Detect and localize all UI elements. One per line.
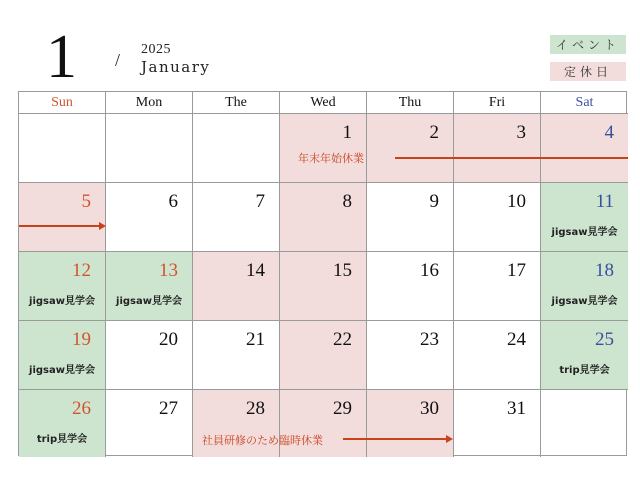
day-number: 9 xyxy=(429,191,439,212)
training-closure-arrow-icon xyxy=(446,435,453,443)
day-number: 6 xyxy=(168,191,178,212)
day-cell-23[interactable] xyxy=(367,321,454,390)
day-cell-2[interactable] xyxy=(367,114,454,183)
new-year-holiday-line xyxy=(395,157,628,159)
legend-event: イベント xyxy=(550,35,626,54)
day-number: 29 xyxy=(333,398,352,419)
new-year-holiday-arrow-icon xyxy=(99,222,106,230)
day-cell-14[interactable] xyxy=(193,252,280,321)
new-year-holiday-line-continued xyxy=(19,225,99,227)
day-cell-15[interactable] xyxy=(280,252,367,321)
weekday-header-sun: Sun xyxy=(19,92,106,114)
day-number: 26 xyxy=(72,398,91,419)
day-cell-30[interactable] xyxy=(367,390,454,457)
day-cell-3[interactable] xyxy=(454,114,541,183)
day-number: 14 xyxy=(246,260,265,281)
day-cell-11[interactable] xyxy=(541,183,628,252)
day-cell-6[interactable] xyxy=(106,183,193,252)
event-note: trip見学会 xyxy=(36,434,88,445)
day-cell-4[interactable] xyxy=(541,114,628,183)
event-note: jigsaw見学会 xyxy=(29,296,95,307)
weekday-header-the: The xyxy=(193,92,280,114)
empty-day-cell xyxy=(19,114,106,183)
calendar-grid xyxy=(18,91,627,456)
day-number: 24 xyxy=(507,329,526,350)
day-number: 31 xyxy=(507,398,526,419)
day-cell-18[interactable] xyxy=(541,252,628,321)
year-label: 2025 xyxy=(141,42,171,57)
date-slash: / xyxy=(115,50,121,70)
day-number: 3 xyxy=(516,122,526,143)
day-number: 22 xyxy=(333,329,352,350)
empty-day-cell xyxy=(106,114,193,183)
day-cell-31[interactable] xyxy=(454,390,541,457)
day-number: 12 xyxy=(72,260,91,281)
day-cell-9[interactable] xyxy=(367,183,454,252)
day-cell-16[interactable] xyxy=(367,252,454,321)
month-name: January xyxy=(141,58,211,76)
day-cell-20[interactable] xyxy=(106,321,193,390)
day-number: 4 xyxy=(604,122,614,143)
day-number: 27 xyxy=(159,398,178,419)
day-cell-7[interactable] xyxy=(193,183,280,252)
day-number: 21 xyxy=(246,329,265,350)
empty-day-cell xyxy=(193,114,280,183)
day-number: 20 xyxy=(159,329,178,350)
day-number: 18 xyxy=(595,260,614,281)
weekday-header-thu: Thu xyxy=(367,92,454,114)
training-closure-label: 社員研修のため臨時休業 xyxy=(202,434,323,447)
day-number: 7 xyxy=(255,191,265,212)
weekday-header-fri: Fri xyxy=(454,92,541,114)
weekday-header-mon: Mon xyxy=(106,92,193,114)
event-note: trip見学会 xyxy=(559,365,610,376)
legend-holiday: 定休日 xyxy=(550,62,626,81)
day-cell-5[interactable] xyxy=(19,183,106,252)
event-note: jigsaw見学会 xyxy=(29,365,95,376)
day-number: 5 xyxy=(81,191,91,212)
day-cell-10[interactable] xyxy=(454,183,541,252)
day-number: 25 xyxy=(595,329,614,350)
day-cell-8[interactable] xyxy=(280,183,367,252)
day-cell-27[interactable] xyxy=(106,390,193,457)
day-cell-12[interactable] xyxy=(19,252,106,321)
weekday-header-wed: Wed xyxy=(280,92,367,114)
event-note: jigsaw見学会 xyxy=(116,296,182,307)
day-cell-24[interactable] xyxy=(454,321,541,390)
day-cell-19[interactable] xyxy=(19,321,106,390)
month-number: 1 xyxy=(46,23,77,91)
day-number: 1 xyxy=(342,122,352,143)
day-cell-22[interactable] xyxy=(280,321,367,390)
event-note: jigsaw見学会 xyxy=(551,296,618,307)
day-number: 13 xyxy=(159,260,178,281)
weekday-header-sat: Sat xyxy=(541,92,628,114)
day-number: 11 xyxy=(595,191,614,212)
day-number: 16 xyxy=(420,260,439,281)
day-number: 15 xyxy=(333,260,352,281)
day-number: 30 xyxy=(420,398,439,419)
training-closure-line xyxy=(343,438,446,440)
day-number: 17 xyxy=(507,260,526,281)
day-number: 8 xyxy=(342,191,352,212)
event-note: jigsaw見学会 xyxy=(551,227,618,238)
day-cell-25[interactable] xyxy=(541,321,628,390)
day-number: 23 xyxy=(420,329,439,350)
day-number: 2 xyxy=(429,122,439,143)
empty-day-cell xyxy=(541,390,628,457)
day-cell-26[interactable] xyxy=(19,390,106,457)
day-number: 28 xyxy=(246,398,265,419)
day-cell-17[interactable] xyxy=(454,252,541,321)
day-cell-21[interactable] xyxy=(193,321,280,390)
day-number: 19 xyxy=(72,329,91,350)
day-cell-1[interactable] xyxy=(280,114,367,183)
day-number: 10 xyxy=(507,191,526,212)
new-year-holiday-label: 年末年始休業 xyxy=(298,152,364,165)
day-cell-13[interactable] xyxy=(106,252,193,321)
